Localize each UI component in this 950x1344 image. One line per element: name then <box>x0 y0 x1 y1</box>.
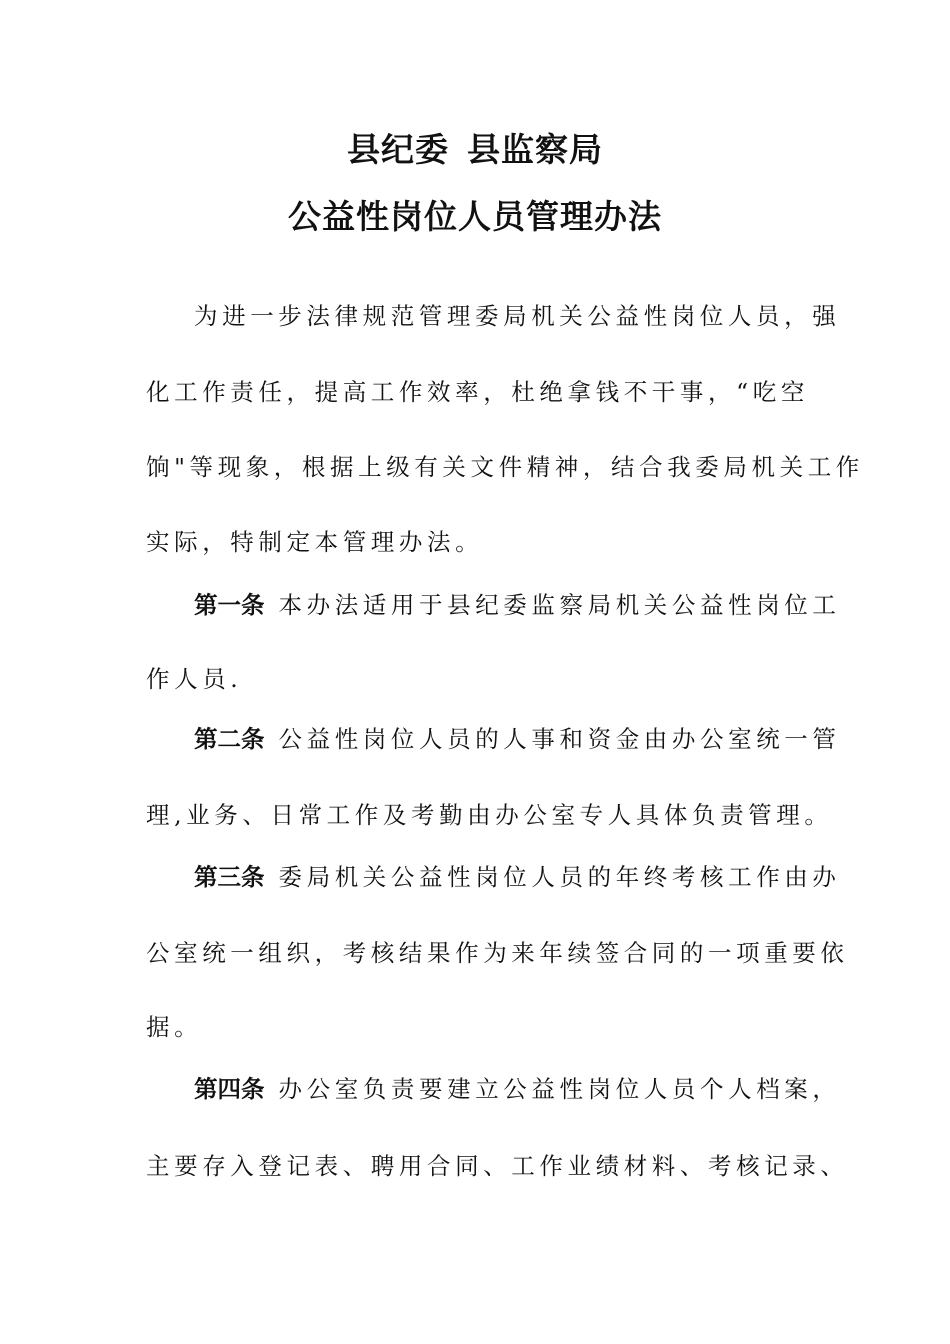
issuer-bureau: 县监察局 <box>467 130 603 169</box>
preamble-line-2: 化工作责任，提高工作效率，杜绝拿钱不干事，“吃空 <box>146 378 809 406</box>
article-3-line-2: 公室统一组织，考核结果作为来年续签合同的一项重要依 <box>146 939 849 967</box>
article-2-label: 第二条 <box>194 725 265 753</box>
article-1-label: 第一条 <box>194 591 265 619</box>
article-1-line-2: 作人员. <box>146 665 243 693</box>
article-3-line-1 <box>194 862 841 892</box>
article-2-text: 公益性岗位人员的人事和资金由办公室统一管 <box>278 725 841 753</box>
preamble-line-3: 饷"等现象，根据上级有关文件精神，结合我委局机关工作 <box>146 453 864 481</box>
article-3-label: 第三条 <box>194 863 265 891</box>
article-4-line-1 <box>194 1074 841 1104</box>
document-title-line2: 公益性岗位人员管理办法 <box>288 197 662 236</box>
article-3-text: 委局机关公益性岗位人员的年终考核工作由办 <box>278 863 841 891</box>
article-4-text: 办公室负责要建立公益性岗位人员个人档案， <box>278 1075 841 1103</box>
document-title-line1 <box>0 130 950 170</box>
article-4-label: 第四条 <box>194 1075 265 1103</box>
preamble-line-4: 实际，特制定本管理办法。 <box>146 528 484 556</box>
article-1-line-1 <box>194 590 841 620</box>
article-4-line-2: 主要存入登记表、聘用合同、工作业绩材料、考核记录、 <box>146 1152 849 1180</box>
issuer-commission: 县纪委 <box>347 130 449 169</box>
article-1-text: 本办法适用于县纪委监察局机关公益性岗位工 <box>278 591 841 619</box>
preamble-line-1: 为进一步法律规范管理委局机关公益性岗位人员，强 <box>194 302 841 330</box>
article-3-line-3: 据。 <box>146 1013 203 1041</box>
article-2-line-2: 理,业务、日常工作及考勤由办公室专人具体负责管理。 <box>146 801 833 829</box>
article-2-line-1 <box>194 724 841 754</box>
